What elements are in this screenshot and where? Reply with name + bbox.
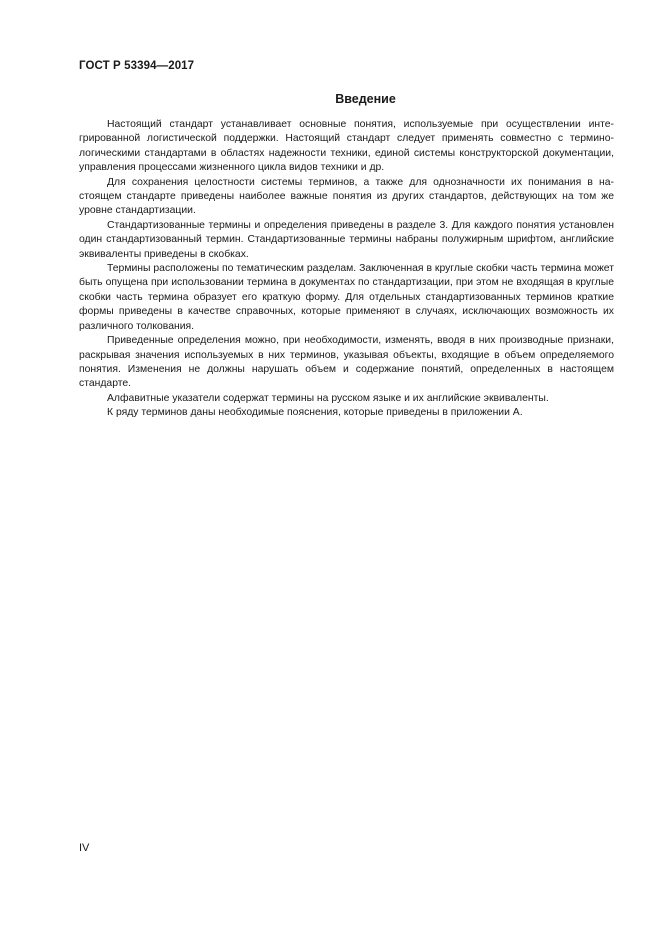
document-header: ГОСТ Р 53394—2017	[79, 60, 195, 72]
paragraph: Алфавитные указатели содержат термины на русском языке и их английские эквиваленты.	[107, 392, 549, 404]
section-title: Введение	[335, 92, 396, 106]
introduction-body	[79, 118, 614, 421]
paragraph: Настоящий стандарт устанавливает основные понятия, используемые при осуществлении интегрированной логистической поддержки. Настоящий стандарт следует применять совместно с терминологическими стандартами в областях надежности техники, единой системы конструкторской документации, управления процессами жизненного цикла видов техники и др.	[79, 119, 614, 174]
paragraph: Термины расположены по тематическим разделам. Заключенная в круглые скобки часть термина может быть опущена при использовании термина в документах по стандартизации, при этом не входящая в круглые скобки часть термина образует его краткую форму. Для отдельных стандартизованных терминов краткие формы приведены в качестве справочных, которые применяют в случаях, исключающих возможность их различного толкования.	[79, 263, 614, 332]
page-number: IV	[79, 842, 90, 854]
paragraph: Приведенные определения можно, при необходимости, изменять, вводя в них производные признаки, раскрывая значения используемых в них терминов, указывая объекты, входящие в объем определяемого понятия. Изменения не должны нарушать объем и содержание понятий, определенных в настоящем стандарте.	[79, 335, 614, 390]
paragraph: Стандартизованные термины и определения приведены в разделе 3. Для каждого понятия установлен один стандартизованный термин. Стандартизованные термины набраны полужирным шрифтом, английские эквиваленты приведены в скобках.	[79, 219, 614, 260]
paragraph: Для сохранения целостности системы терминов, а также для однозначности их понимания в настоящем стандарте приведены наиболее важные понятия из других стандартов, действующих на том же уровне стандартизации.	[79, 176, 614, 217]
paragraph: К ряду терминов даны необходимые пояснения, которые приведены в приложении А.	[107, 407, 523, 419]
